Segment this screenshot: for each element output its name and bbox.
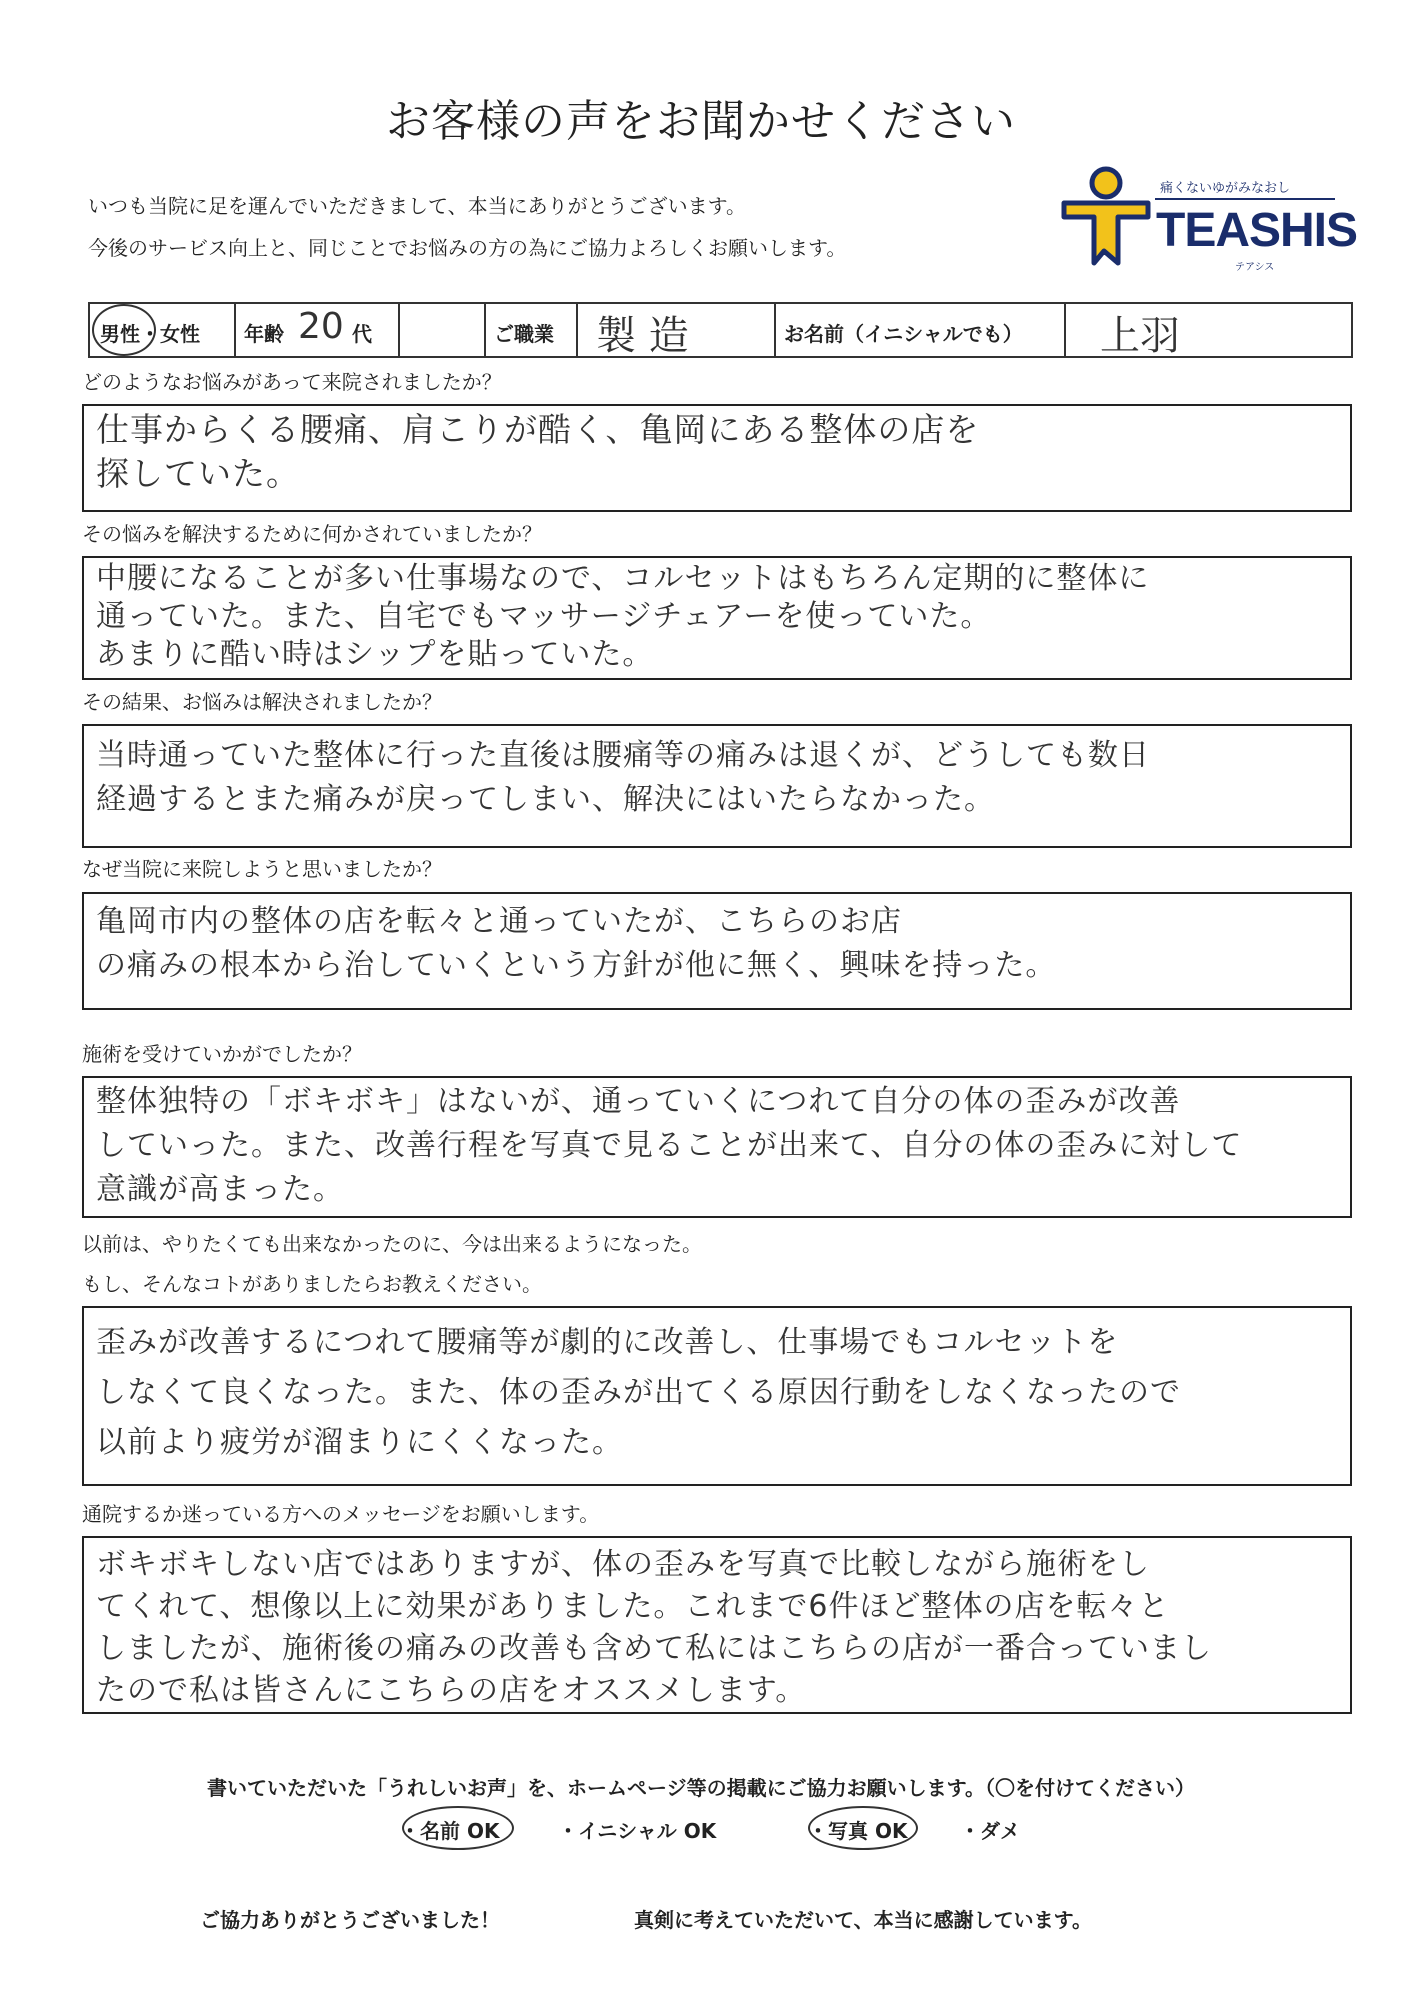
age-cell bbox=[236, 304, 486, 356]
logo-divider bbox=[1155, 198, 1335, 200]
question-6: 以前は、やりたくても出来なかったのに、今は出来るようになった。 bbox=[82, 1232, 702, 1256]
person-figure-icon bbox=[1060, 165, 1152, 275]
logo-brand: TEASHIS bbox=[1156, 204, 1358, 257]
option-name-ok-circle bbox=[402, 1806, 514, 1850]
name-label: お名前（イニシャルでも） bbox=[784, 322, 1023, 346]
name-label-cell bbox=[776, 304, 1066, 356]
option-decline: ・ダメ bbox=[960, 1819, 1020, 1843]
logo-kana: テアシス bbox=[1235, 262, 1275, 273]
customer-info-row bbox=[88, 302, 1353, 358]
intro-line-2: 今後のサービス向上と、同じことでお悩みの方の為にご協力よろしくお願いします。 bbox=[88, 236, 847, 260]
answer-box-4 bbox=[82, 892, 1352, 1010]
question-1: どのようなお悩みがあって来院されましたか？ bbox=[82, 370, 502, 394]
question-3: その結果、お悩みは解決されましたか？ bbox=[82, 690, 442, 714]
age-unit: 代 bbox=[352, 322, 372, 346]
logo-tagline: 痛くないゆがみなおし bbox=[1160, 181, 1291, 196]
gender-label: 男性・女性 bbox=[100, 322, 200, 346]
answer-box-1 bbox=[82, 404, 1352, 512]
job-divider bbox=[486, 304, 578, 356]
answer-6: 歪みが改善するにつれて腰痛等が劇的に改善し、仕事場でもコルセットを しなくて良くなった。また、体の歪みが出てくる原因行動をしなくなったので 以前より疲労が溜まりにくくなった。 bbox=[96, 1325, 1181, 1460]
answer-box-5 bbox=[82, 1076, 1352, 1218]
answer-1: 仕事からくる腰痛、肩こりが酷く、亀岡にある整体の店を 探していた。 bbox=[96, 410, 980, 493]
age-label: 年齢 bbox=[244, 322, 284, 346]
answer-box-7 bbox=[82, 1536, 1352, 1714]
teashis-logo bbox=[1060, 165, 1358, 275]
page-title: お客様の声をお聞かせください bbox=[386, 96, 1016, 147]
male-selected-circle bbox=[92, 304, 156, 356]
job-label: ご職業 bbox=[494, 322, 554, 346]
option-photo-ok-circle bbox=[808, 1806, 918, 1850]
answer-box-2 bbox=[82, 556, 1352, 680]
answer-5: 整体独特の「ボキボキ」はないが、通っていくにつれて自分の体の歪みが改善 していった。また、改善行程を写真で見ることが出来て、自分の体の歪みに対して 意識が高まった。 bbox=[96, 1084, 1243, 1207]
question-4: なぜ当院に来院しようと思いましたか？ bbox=[82, 857, 442, 881]
footer-message: 真剣に考えていただいて、本当に感謝しています。 bbox=[634, 1908, 1092, 1932]
answer-2: 中腰になることが多い仕事場なので、コルセットはもちろん定期的に整体に 通っていた。また、自宅でもマッサージチェアーを使っていた。 あまりに酷い時はシップを貼っていた。 bbox=[96, 561, 1150, 672]
name-value-cell bbox=[1066, 304, 1351, 359]
answer-4: 亀岡市内の整体の店を転々と通っていたが、こちらのお店 の痛みの根本から治していくという方針が他に無く、興味を持った。 bbox=[96, 904, 1057, 983]
question-2: その悩みを解決するために何かされていましたか？ bbox=[82, 522, 542, 546]
age-divider bbox=[398, 304, 400, 356]
intro-line-1: いつも当院に足を運んでいただきまして、本当にありがとうございます。 bbox=[88, 194, 746, 218]
name-value: 上羽 bbox=[1100, 313, 1180, 359]
answer-box-6 bbox=[82, 1306, 1352, 1486]
answer-7: ボキボキしない店ではありますが、体の歪みを写真で比較しながら施術をし てくれて、想像以上に効果がありました。これまで6件ほど整体の店を転々と しましたが、施術後の痛みの改善も含めて私にはこちらの店が一番合っていまし たので私は皆さんにこちらの店をオススメします。 bbox=[96, 1547, 1212, 1708]
job-value: 製 造 bbox=[596, 313, 689, 359]
footer-thanks: ご協力ありがとうございました！ bbox=[200, 1908, 500, 1932]
answer-3: 当時通っていた整体に行った直後は腰痛等の痛みは退くが、どうしても数日 経過するとまた痛みが戻ってしまい、解決にはいたらなかった。 bbox=[96, 738, 1150, 817]
answer-box-3 bbox=[82, 724, 1352, 848]
question-5: 施術を受けていかがでしたか？ bbox=[82, 1042, 362, 1066]
question-6-sub: もし、そんなコトがありましたらお教えください。 bbox=[82, 1272, 542, 1296]
option-name-ok: ・名前 OK bbox=[400, 1819, 500, 1843]
age-value: 20 bbox=[298, 306, 344, 347]
option-initial-ok: ・イニシャル OK bbox=[558, 1819, 717, 1843]
option-photo-ok: ・写真 OK bbox=[808, 1819, 908, 1843]
publish-request: 書いていただいた「うれしいお声」を、ホームページ等の掲載にご協力お願いします。（〇を付けてください） bbox=[207, 1776, 1195, 1800]
question-7: 通院するか迷っている方へのメッセージをお願いします。 bbox=[82, 1502, 600, 1526]
